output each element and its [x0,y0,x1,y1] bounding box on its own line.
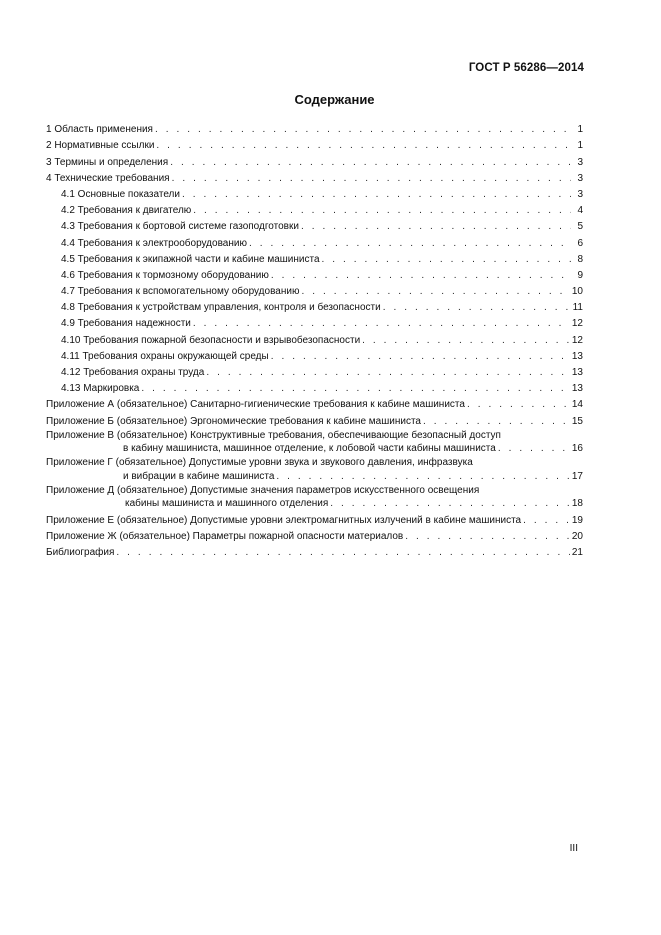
toc-entry-text: 4.11 Требования охраны окружающей среды [61,350,269,362]
toc-entry-text: Приложение Д (обязательное) Допустимые значения параметров искусственного освещения [46,484,480,496]
toc-entry-text: 4.1 Основные показатели [61,188,180,200]
toc-entry[interactable] [46,233,583,249]
toc-entry-text: 4.10 Требования пожарной безопасности и взрывобезопасности [61,334,361,346]
dot-leader [383,301,571,314]
dot-leader [301,220,571,233]
toc-entry-text: Приложение В (обязательное) Конструктивные требования, обеспечивающие безопасный доступ [46,429,501,441]
dot-leader [405,530,570,543]
toc-entry[interactable] [46,395,583,411]
toc-entry-text: 4.7 Требования к вспомогательному оборудованию [61,286,300,298]
dot-leader [172,172,571,185]
toc-entry-page: 5 [577,221,583,233]
toc-entry[interactable] [46,527,583,543]
dot-leader [271,269,571,282]
toc-entry[interactable] [46,298,583,314]
toc-entry-page: 13 [571,367,583,378]
toc-entry-page: 1 [577,140,583,152]
toc-entry-text: 1 Область применения [46,124,153,136]
toc-entry-text: Приложение Е (обязательное) Допустимые уровни электромагнитных излучений в кабине машиниста [46,514,522,526]
toc-entry[interactable] [46,250,583,266]
dot-leader [362,334,570,347]
dot-leader [322,253,571,266]
toc-entry[interactable] [46,152,583,168]
toc-entry[interactable] [46,136,583,152]
toc-entry[interactable] [46,217,583,233]
toc-entry-page: 12 [571,334,583,346]
toc-entry-continuation[interactable] [46,467,583,483]
dot-leader [249,237,571,250]
toc-entry-page: 16 [571,443,583,455]
dot-leader [141,382,570,395]
toc-entry-page: 19 [571,514,583,526]
toc-entry-page: 17 [571,470,583,482]
toc-entry-text: Библиография [46,546,115,558]
document-code-header: ГОСТ Р 56286—2014 [468,62,584,74]
toc-entry[interactable] [46,266,583,282]
toc-entry-page: 13 [571,350,583,362]
toc-entry[interactable] [46,201,583,217]
toc-entry-page: 1 [577,124,583,136]
toc-entry[interactable] [46,363,583,379]
toc-entry-text: 4 Технические требования [46,172,170,184]
toc-entry-text: 4.8 Требования к устройствам управления, контроля и безопасности [61,302,381,314]
toc-entry-page: 3 [577,188,583,200]
toc-entry-page: 20 [571,530,583,542]
dot-leader [301,285,569,298]
toc-entry[interactable] [46,543,583,559]
toc-entry[interactable] [46,169,583,185]
toc-entry-page: 8 [577,253,583,265]
toc-entry-page: 3 [577,172,583,184]
dot-leader [156,139,571,152]
toc-entry-text-continuation: в кабину машиниста, машинное отделение, к лобовой части кабины машиниста [123,443,496,455]
toc-entry-page: 12 [571,318,583,330]
toc-entry[interactable] [46,120,583,136]
toc-entry-continuation[interactable] [46,439,583,455]
toc-entry[interactable] [46,411,583,427]
dot-leader [498,442,570,455]
toc-entry[interactable] [46,282,583,298]
dot-leader [155,123,571,136]
dot-leader [271,350,570,363]
dot-leader [330,497,570,510]
toc-entry-page: 21 [571,546,583,558]
page-number: III [569,843,578,854]
dot-leader [170,156,571,169]
dot-leader [423,415,570,428]
dot-leader [182,188,571,201]
toc-entry[interactable] [46,379,583,395]
dot-leader [523,514,570,527]
toc-entry-text: 2 Нормативные ссылки [46,140,155,152]
toc-entry-text: 4.3 Требования к бортовой системе газоподготовки [61,221,299,233]
toc-entry-page: 6 [577,237,583,249]
toc-entry-page: 18 [571,498,583,510]
dot-leader [193,204,571,217]
toc-entry-page: 9 [577,269,583,281]
toc-entry-page: 13 [571,383,583,395]
toc-entry-page: 3 [577,156,583,168]
toc-entry-text-continuation: кабины машиниста и машинного отделения [125,498,329,510]
toc-entry[interactable] [46,510,583,526]
dot-leader [276,470,569,483]
toc-entry-text: Приложение А (обязательное) Санитарно-гигиенические требования к кабине машиниста [46,399,465,411]
toc-entry-page: 4 [577,205,583,217]
toc-entry-text-continuation: и вибрации в кабине машиниста [123,470,275,482]
toc-entry[interactable] [46,185,583,201]
toc-entry-continuation[interactable] [46,494,583,510]
toc-entry-text: 4.5 Требования к экипажной части и кабине машиниста [61,253,320,265]
toc-entry[interactable] [46,314,583,330]
toc-entry-text: Приложение Г (обязательное) Допустимые уровни звука и звукового давления, инфразвука [46,457,473,469]
dot-leader [206,366,570,379]
toc-entry-page: 11 [572,302,583,314]
toc-entry-text: 3 Термины и определения [46,156,169,168]
toc-entry-text: 4.12 Требования охраны труда [61,367,205,378]
dot-leader [193,317,570,330]
toc-entry-text: Приложение Ж (обязательное) Параметры пожарной опасности материалов [46,530,404,542]
dot-leader [116,546,569,559]
toc-entry-text: 4.2 Требования к двигателю [61,205,192,217]
toc-entry-page: 15 [571,415,583,427]
toc-entry-page: 14 [571,399,583,411]
toc-entry-text: 4.6 Требования к тормозному оборудованию [61,269,269,281]
toc-entry-text: 4.4 Требования к электрооборудованию [61,237,247,249]
toc-entry-text: 4.9 Требования надежности [61,318,191,330]
toc-entry[interactable] [46,330,583,346]
toc-entry[interactable] [46,347,583,363]
toc-title: Содержание [294,92,375,107]
dot-leader [467,398,570,411]
toc-entry-text: 4.13 Маркировка [61,383,140,395]
toc-entry-text: Приложение Б (обязательное) Эргономические требования к кабине машиниста [46,415,421,427]
toc-entry-page: 10 [571,286,583,298]
table-of-contents [46,120,583,559]
